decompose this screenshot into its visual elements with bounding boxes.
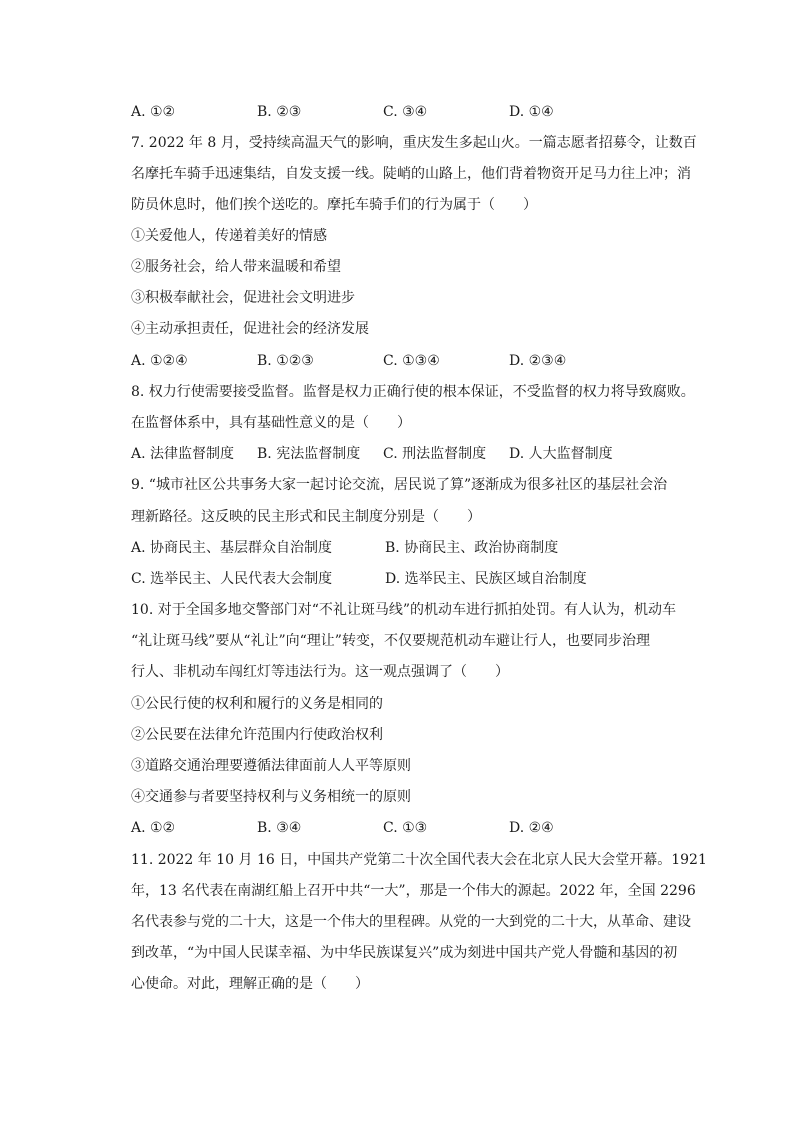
q7-statement-3: ③积极奉献社会，促进社会文明进步 <box>131 290 355 306</box>
q9-option-a[interactable]: A. 协商民主、基层群众自治制度 <box>131 540 333 556</box>
q10-option-b[interactable]: B. ③④ <box>257 820 302 836</box>
q7-stem-line-1: 7. 2022 年 8 月，受持续高温天气的影响，重庆发生多起山火。一篇志愿者招募令，让数百 <box>131 135 697 151</box>
q6-option-a[interactable]: A. ①② <box>131 104 176 120</box>
q7-stem-line-2: 名摩托车骑手迅速集结，自发支援一线。陡峭的山路上，他们背着物资开足马力往上冲；消 <box>131 166 691 182</box>
q10-option-a[interactable]: A. ①② <box>131 820 176 836</box>
q10-statement-2: ②公民要在法律允许范围内行使政治权利 <box>131 727 383 743</box>
q9-stem-line-2: 理新路径。这反映的民主形式和民主制度分别是（ ） <box>131 509 481 525</box>
q6-option-b[interactable]: B. ②③ <box>257 104 302 120</box>
q11-stem-line-3: 名代表参与党的二十大，这是一个伟大的里程碑。从党的一大到党的二十大，从革命、建设 <box>131 914 691 930</box>
q7-option-a[interactable]: A. ①②④ <box>131 353 188 369</box>
q10-statement-1: ①公民行使的权利和履行的义务是相同的 <box>131 696 383 712</box>
q10-stem-line-2: “礼让斑马线”要从“礼让”向“理让”转变，不仅要规范机动车避让行人，也要同步治理 <box>131 633 650 649</box>
q6-option-c[interactable]: C. ③④ <box>383 104 428 120</box>
q10-statement-3: ③道路交通治理要遵循法律面前人人平等原则 <box>131 758 411 774</box>
q7-statement-2: ②服务社会，给人带来温暖和希望 <box>131 259 341 275</box>
q7-option-b[interactable]: B. ①②③ <box>257 353 314 369</box>
q6-option-d[interactable]: D. ①④ <box>509 104 554 120</box>
q10-option-c[interactable]: C. ①③ <box>383 820 428 836</box>
q8-option-d[interactable]: D. 人大监督制度 <box>509 446 613 462</box>
q9-stem-line-1: 9. “城市社区公共事务大家一起讨论交流，居民说了算”逐渐成为很多社区的基层社会治 <box>131 477 668 493</box>
q11-stem-line-5: 心使命。对此，理解正确的是（ ） <box>131 976 369 992</box>
q7-option-c[interactable]: C. ①③④ <box>383 353 440 369</box>
q9-option-b[interactable]: B. 协商民主、政治协商制度 <box>385 540 559 556</box>
q8-stem-line-1: 8. 权力行使需要接受监督。监督是权力正确行使的根本保证，不受监督的权力将导致腐败。 <box>131 384 695 400</box>
q7-statement-4: ④主动承担责任，促进社会的经济发展 <box>131 321 369 337</box>
q10-statement-4: ④交通参与者要坚持权利与义务相统一的原则 <box>131 789 411 805</box>
q7-stem-line-3: 防员休息时，他们挨个送吃的。摩托车骑手们的行为属于（ ） <box>131 197 537 213</box>
q10-stem-line-3: 行人、非机动车闯红灯等违法行为。这一观点强调了（ ） <box>131 664 509 680</box>
q11-stem-line-4: 到改革，“为中国人民谋幸福、为中华民族谋复兴”成为刻进中国共产党人骨髓和基因的初 <box>131 945 678 961</box>
q7-statement-1: ①关爱他人，传递着美好的情感 <box>131 228 327 244</box>
q7-option-d[interactable]: D. ②③④ <box>509 353 567 369</box>
q11-stem-line-1: 11. 2022 年 10 月 16 日，中国共产党第二十次全国代表大会在北京人民大会堂开幕。1921 <box>131 852 707 868</box>
q11-stem-line-2: 年，13 名代表在南湖红船上召开中共“一大”，那是一个伟大的源起。2022 年，全国 2296 <box>131 883 696 899</box>
q9-option-d[interactable]: D. 选举民主、民族区域自治制度 <box>385 571 587 587</box>
q8-option-b[interactable]: B. 宪法监督制度 <box>257 446 361 462</box>
q8-stem-line-2: 在监督体系中，具有基础性意义的是（ ） <box>131 415 411 431</box>
q9-option-c[interactable]: C. 选举民主、人民代表大会制度 <box>131 571 333 587</box>
q10-stem-line-1: 10. 对于全国多地交警部门对“不礼让斑马线”的机动车进行抓拍处罚。有人认为，机动车 <box>131 602 677 618</box>
q8-option-c[interactable]: C. 刑法监督制度 <box>383 446 487 462</box>
q8-option-a[interactable]: A. 法律监督制度 <box>131 446 235 462</box>
q10-option-d[interactable]: D. ②④ <box>509 820 554 836</box>
